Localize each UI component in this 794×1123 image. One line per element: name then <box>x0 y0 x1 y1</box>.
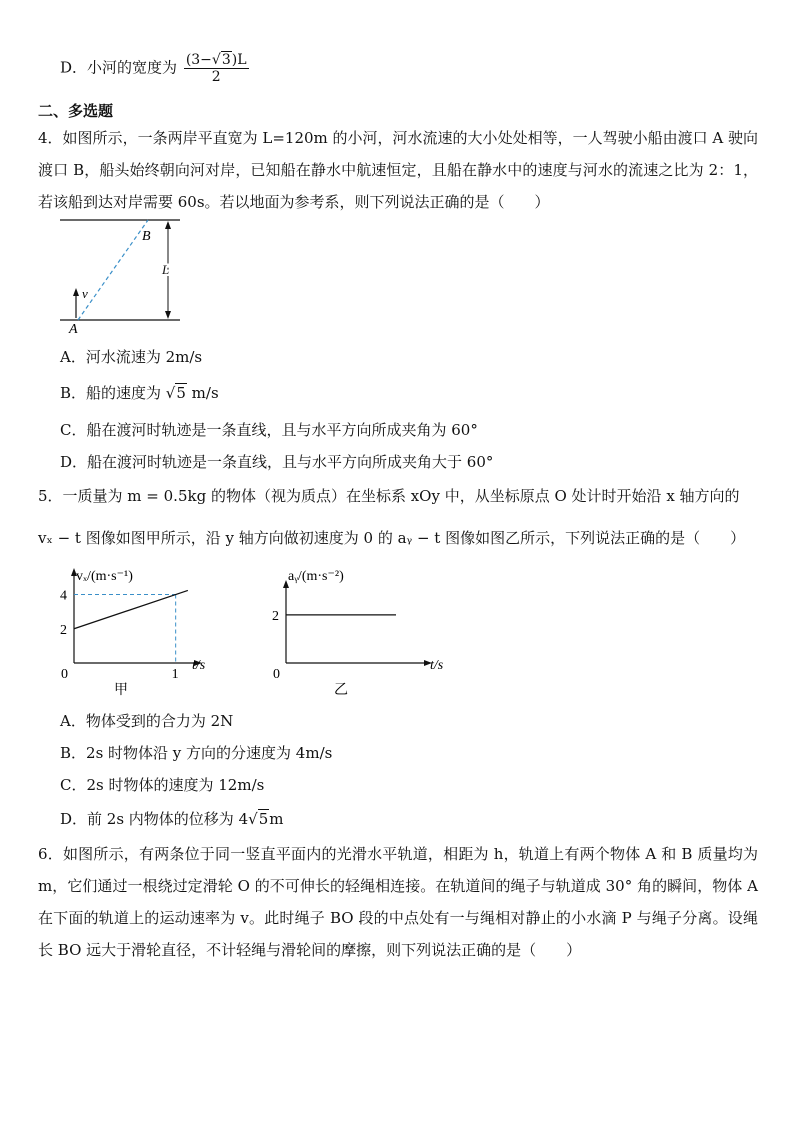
q4-option-c: C．船在渡河时轨迹是一条直线，且与水平方向所成夹角为 60° <box>60 421 478 439</box>
y-axis-label: vₓ/(m·s⁻¹) <box>76 569 133 584</box>
velocity-arrowhead-icon <box>73 288 79 296</box>
point-b-label: B <box>142 229 151 244</box>
width-label: L <box>162 262 170 277</box>
y-axis-label: aᵧ/(m·s⁻²) <box>288 569 344 584</box>
q4-option-d: D．船在渡河时轨迹是一条直线，且与水平方向所成夹角大于 60° <box>60 453 494 471</box>
y-tick-label: 2 <box>272 608 279 624</box>
q5-option-c: C．2s 时物体的速度为 12m/s <box>60 776 265 794</box>
chart-title: 甲 <box>114 683 128 698</box>
q3-option-d-prefix: D．小河的宽度为 <box>60 58 178 77</box>
q5-line-2: vₓ − t 图像如图甲所示，沿 y 轴方向做初速度为 0 的 aᵧ − t 图像如图乙所示，下列说法正确的是（ ） <box>38 529 746 547</box>
chart-jia <box>56 560 236 700</box>
section-title: 二、多选题 <box>38 102 114 120</box>
point-a-label: A <box>69 322 78 336</box>
y-tick-label: 4 <box>60 588 67 604</box>
fraction-denominator: 2 <box>211 69 221 85</box>
q4-option-a: A．河水流速为 2m/s <box>60 348 203 366</box>
q5-line-1: 5．一质量为 m = 0.5kg 的物体（视为质点）在坐标系 xOy 中，从坐标原点 O 处计时开始沿 x 轴方向的 <box>38 487 740 505</box>
dimension-arrow-up-icon <box>165 221 171 229</box>
x-tick-label: 1 <box>171 667 179 682</box>
x-axis-label: t/s <box>430 658 444 673</box>
origin-label: 0 <box>61 667 68 682</box>
q5-option-d: D．前 2s 内物体的位移为 4√5m <box>60 810 284 828</box>
q5-option-b: B．2s 时物体沿 y 方向的分速度为 4m/s <box>60 744 333 762</box>
q3-option-d-fraction <box>184 52 249 85</box>
q4-river-figure <box>56 214 186 336</box>
origin-label: 0 <box>273 667 280 682</box>
vx-series-line <box>74 590 188 628</box>
x-axis-label: t/s <box>192 658 206 673</box>
chart-yi <box>268 560 448 700</box>
q6-stem: 6．如图所示，有两条位于同一竖直平面内的光滑水平轨道，相距为 h，轨道上有两个物体 A 和 B 质量均为 m，它们通过一根绕过定滑轮 O 的不可伸长的轻绳相连接。在轨道间的绳子与轨道成 30° 角的瞬间，物体 A 在下面的轨道上的运动速率为 v。此时绳子 BO 段的中点处有一与绳相对静止的小水滴 P 与绳子分离。设绳长 BO 远大于滑轮直径，不计轻绳与滑轮间的摩擦，则下列说法正确的是（ ） <box>38 845 758 959</box>
y-tick-label: 2 <box>60 622 67 638</box>
fraction-numerator: (3−√3)L <box>185 52 247 68</box>
q4-option-b: B．船的速度为 √5 m/s <box>60 384 219 402</box>
q3-option-d <box>60 52 249 85</box>
dimension-arrow-down-icon <box>165 311 171 319</box>
chart-title: 乙 <box>334 683 348 698</box>
q5-option-a: A．物体受到的合力为 2N <box>60 712 234 730</box>
q4-stem: 4．如图所示，一条两岸平直宽为 L=120m 的小河，河水流速的大小处处相等，一人驾驶小船由渡口 A 驶向渡口 B，船头始终朝向河对岸，已知船在静水中航速恒定，且船在静水中的速度与河水的流速之比为 2：1，若该船到达对岸需要 60s。若以地面为参考系，则下列说法正确的是（ ） <box>38 129 758 211</box>
velocity-label: v <box>82 286 88 301</box>
crossing-path-line <box>78 220 148 320</box>
